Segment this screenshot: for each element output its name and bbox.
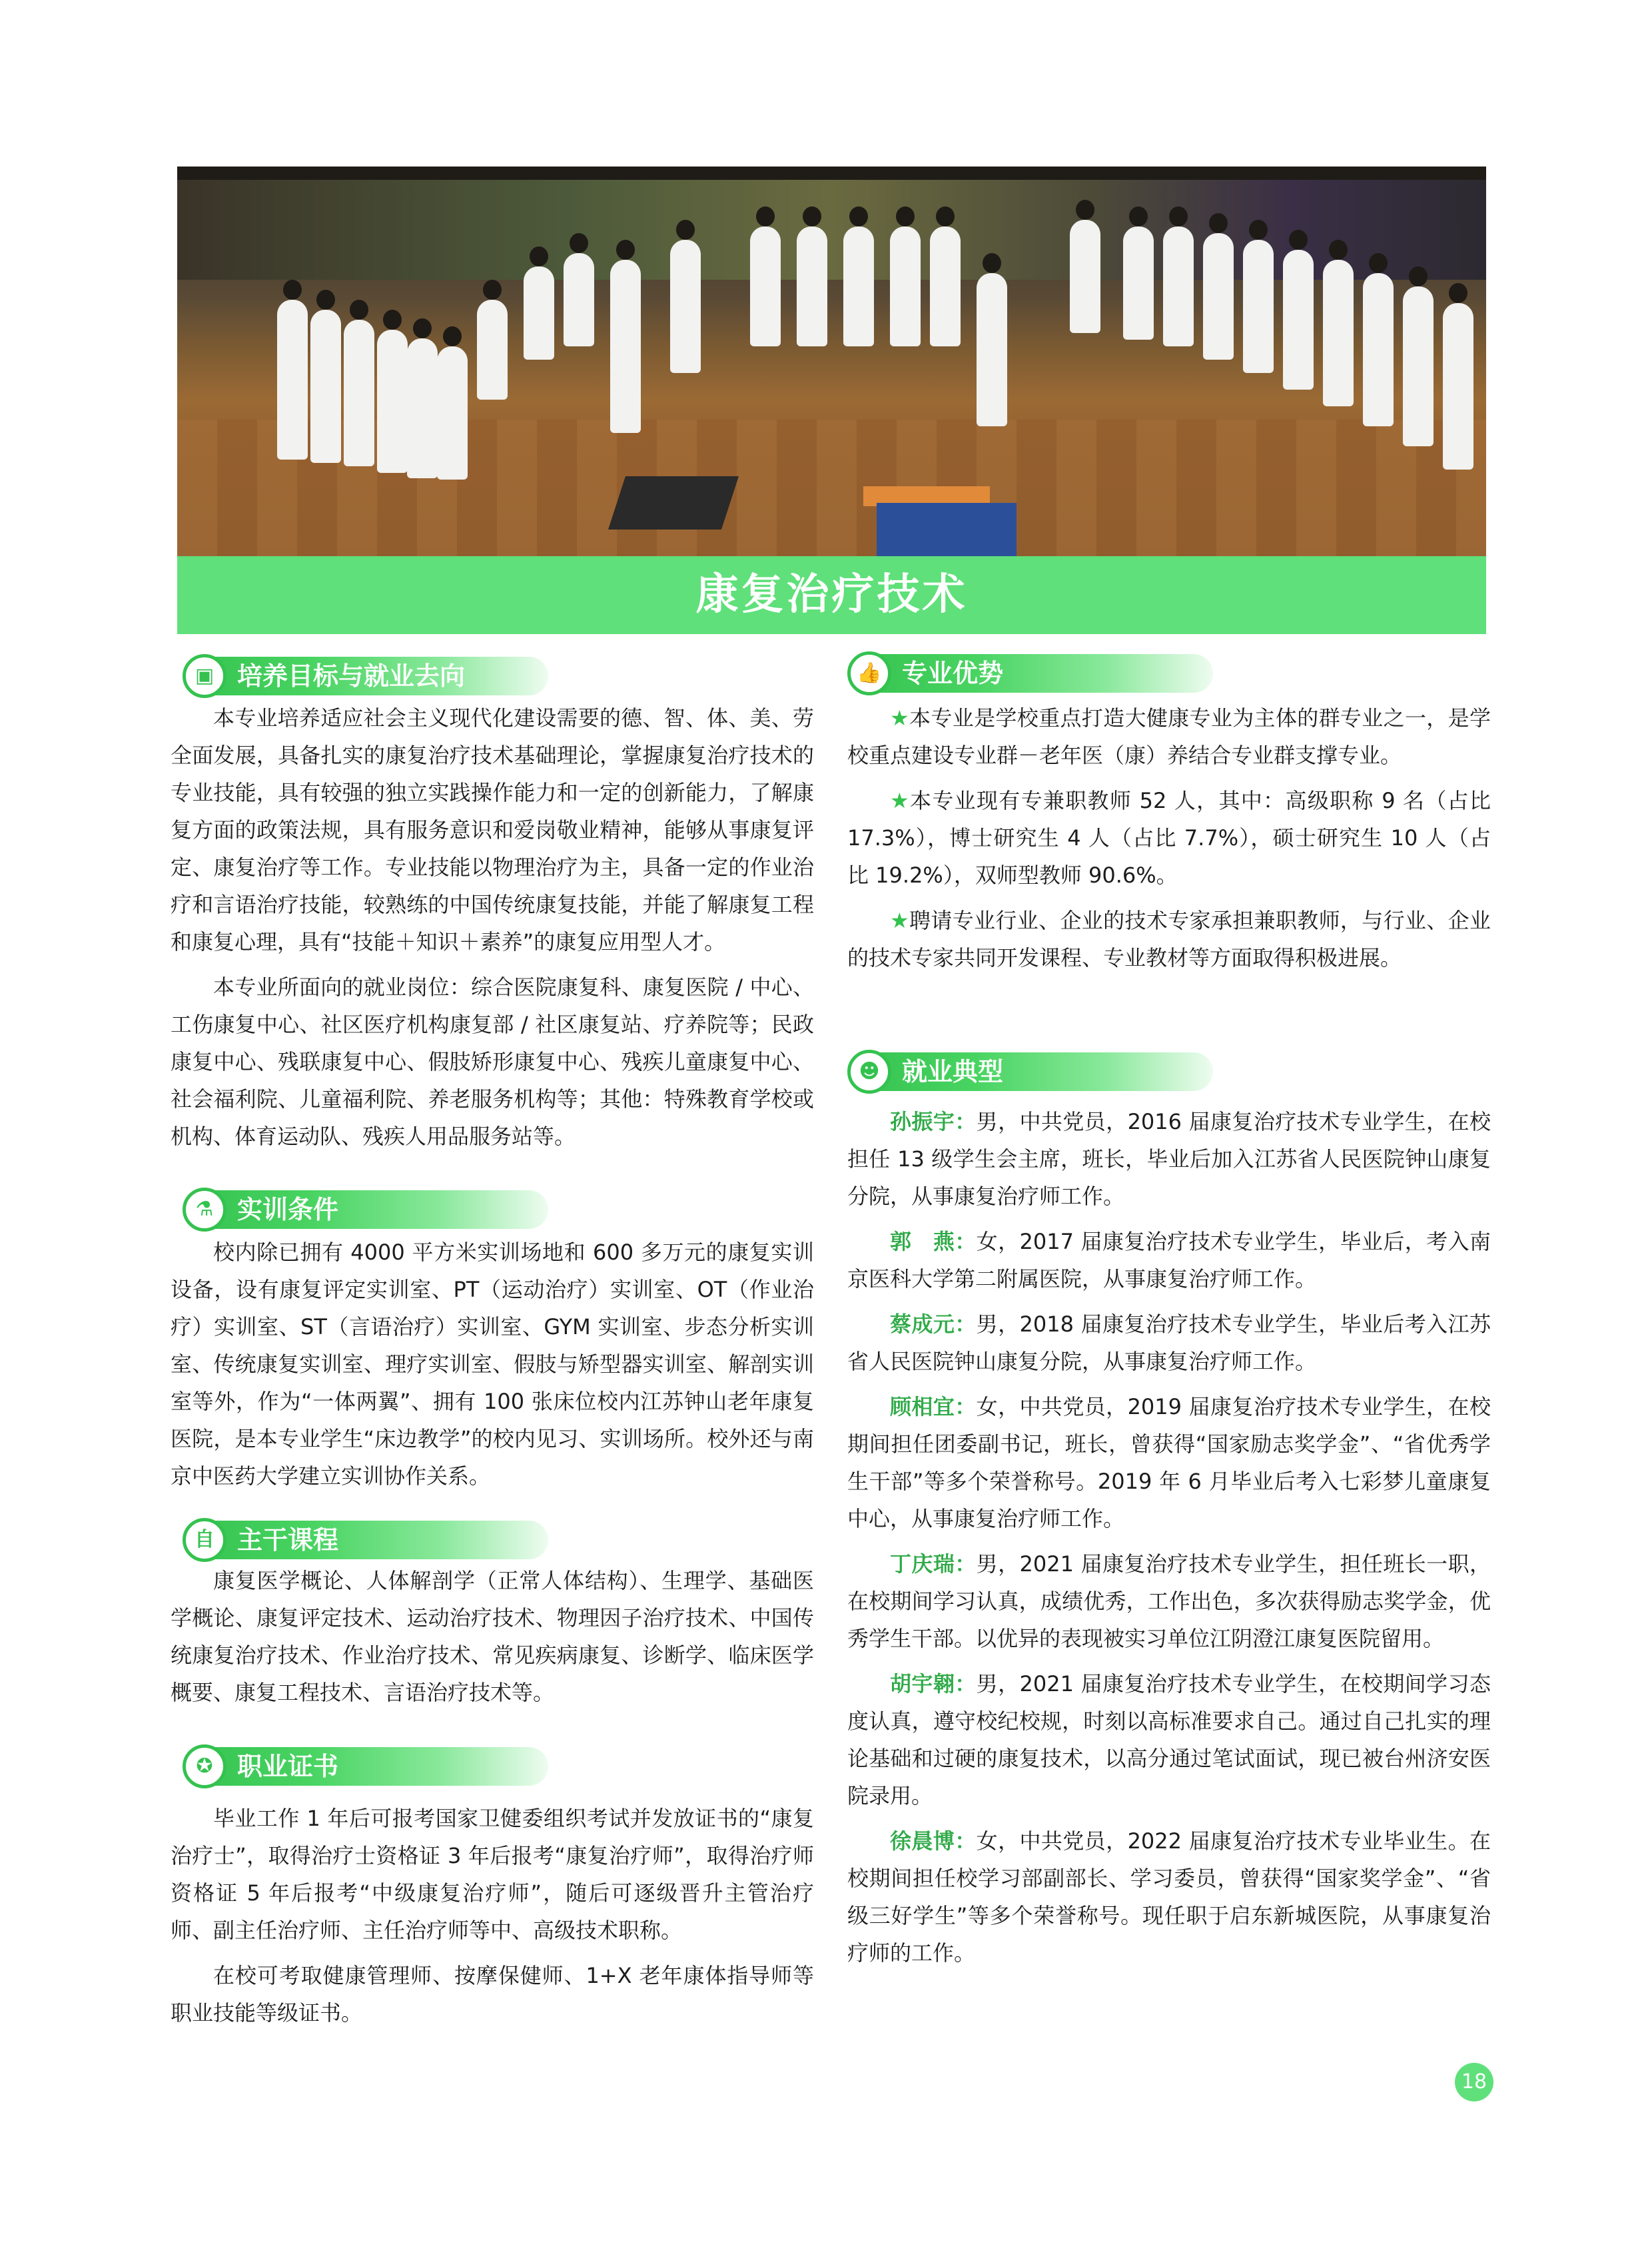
photo-person (890, 226, 921, 346)
photo-person (1163, 226, 1194, 346)
photo-person (344, 320, 374, 466)
graduate-name: 丁庆瑞： (890, 1551, 977, 1577)
photo-person (524, 266, 554, 360)
section-header-advantage (850, 654, 1213, 693)
photo-person (930, 226, 961, 346)
goal-paragraph: 本专业所面向的就业岗位：综合医院康复科、康复医院 / 中心、工伤康复中心、社区医疗机构康复部 / 社区康复站、疗养院等；民政康复中心、残联康复中心、假肢矫形康复中心、残疾儿童康复中心、社会福利院、儿童福利院、养老服务机构等；其他：特殊教育学校或机构、体育运动队、残疾人用品服务站等。 (171, 974, 814, 1149)
photo-person (437, 346, 468, 480)
photo-person (1403, 286, 1434, 446)
header-photo (177, 167, 1486, 556)
career-entry: 徐晨博：女，中共党员，2022 届康复治疗技术专业毕业生。在校期间担任校学习部副部长、学习委员，曾获得“国家奖学金”、“省级三好学生”等多个荣誉称号。现任职于启东新城医院，从事康复治疗师的工作。 (847, 1828, 1491, 1966)
section-body-career (847, 1103, 1491, 1980)
goal-paragraph: 本专业培养适应社会主义现代化建设需要的德、智、体、美、劳全面发展，具备扎实的康复治疗技术基础理论，掌握康复治疗技术的专业技能，具有较强的独立实践操作能力和一定的创新能力，了解康复方面的政策法规，具有服务意识和爱岗敬业精神，能够从事康复评定、康复治疗等工作。专业技能以物理治疗为主，具备一定的作业治疗和言语治疗技能，较熟练的中国传统康复技能，并能了解康复工程和康复心理，具有“技能＋知识＋素养”的康复应用型人才。 (171, 705, 814, 954)
advantage-item: ★聘请专业行业、企业的技术专家承担兼职教师，与行业、企业的技术专家共同开发课程、专业教材等方面取得积极进展。 (847, 908, 1491, 970)
photo-person (377, 330, 408, 473)
graduate-name: 蔡成元： (890, 1311, 977, 1337)
photo-person (750, 226, 781, 346)
advantage-item: ★本专业现有专兼职教师 52 人，其中：高级职称 9 名（占比 17.3%），博士研究生 4 人（占比 7.7%），硕士研究生 10 人（占比 19.2%），双师型教师 90.6%。 (847, 788, 1491, 888)
photo-person (310, 310, 341, 463)
photo-person (1323, 260, 1354, 406)
lab-equipment-icon: ⚗ (183, 1188, 226, 1232)
advantage-item: ★本专业是学校重点打造大健康专业为主体的群专业之一，是学校重点建设专业群－老年医（康）养结合专业群支撑专业。 (847, 705, 1491, 768)
section-title-cert: 职业证书 (237, 1752, 339, 1781)
photo-person (564, 253, 594, 346)
career-entry: 顾相宜：女，中共党员，2019 届康复治疗技术专业学生，在校期间担任团委副书记，班长，曾获得“国家励志奖学金”、“省优秀学生干部”等多个荣誉称号。2019 年 6 月毕业后考入七彩梦儿童康复中心，从事康复治疗师工作。 (847, 1394, 1491, 1531)
graduate-name: 孙振宇： (890, 1109, 977, 1134)
page-number: 18 (1455, 2063, 1493, 2101)
career-entry: 丁庆瑞：男，2021 届康复治疗技术专业学生，担任班长一职，在校期间学习认真，成绩优秀，工作出色，多次获得励志奖学金，优秀学生干部。以优异的表现被实习单位江阴澄江康复医院留用。 (847, 1551, 1491, 1651)
section-title-advantage: 专业优势 (902, 659, 1004, 688)
photo-person (670, 240, 701, 373)
section-title-career: 就业典型 (902, 1057, 1004, 1086)
photo-ceiling-stripe (177, 167, 1486, 180)
training-paragraph: 校内除已拥有 4000 平方米实训场地和 600 多万元的康复实训设备，设有康复评定实训室、PT（运动治疗）实训室、OT（作业治疗）实训室、ST（言语治疗）实训室、GYM 实训室、步态分析实训室、传统康复实训室、理疗实训室、假肢与矫型器实训室、解剖实训室等外，作为“一体两翼”、拥有 100 张床位校内江苏钟山老年康复医院，是本专业学生“床边教学”的校内见习、实训场所。校外还与南京中医药大学建立实训协作关系。 (171, 1240, 814, 1489)
title-banner (177, 556, 1486, 634)
section-title-training: 实训条件 (237, 1195, 339, 1224)
photo-person (277, 300, 308, 460)
photo-person (1203, 233, 1234, 360)
star-icon: ★ (890, 705, 910, 731)
career-entry: 胡宇翱：男，2021 届康复治疗技术专业学生，在校期间学习态度认真，遵守校纪校规，时刻以高标准要求自己。通过自己扎实的理论基础和过硬的康复技术，以高分通过笔试面试，现已被台州济安医院录用。 (847, 1671, 1491, 1808)
graduate-name: 郭 燕： (890, 1229, 977, 1254)
career-entry: 孙振宇：男，中共党员，2016 届康复治疗技术专业学生，在校担任 13 级学生会主席，班长，毕业后加入江苏省人民医院钟山康复分院，从事康复治疗师工作。 (847, 1109, 1491, 1209)
section-header-course (185, 1521, 548, 1559)
section-body-course (171, 1562, 814, 1719)
career-entry: 郭 燕：女，2017 届康复治疗技术专业学生，毕业后，考入南京医科大学第二附属医院，从事康复治疗师工作。 (847, 1229, 1491, 1292)
section-body-advantage (847, 699, 1491, 984)
section-header-training (185, 1190, 548, 1229)
photo-person (977, 273, 1007, 426)
section-body-training (171, 1234, 814, 1503)
photo-floor-mat-blue (877, 503, 1017, 556)
course-paragraph: 康复医学概论、人体解剖学（正常人体结构）、生理学、基础医学概论、康复评定技术、运动治疗技术、物理因子治疗技术、中国传统康复治疗技术、作业治疗技术、常见疾病康复、诊断学、临床医学概要、康复工程技术、言语治疗技术等。 (171, 1568, 814, 1705)
section-body-cert (171, 1800, 814, 2040)
section-title-course: 主干课程 (237, 1525, 339, 1555)
star-icon: ★ (890, 788, 911, 813)
page-title: 康复治疗技术 (695, 570, 968, 619)
graduate-name: 徐晨博： (890, 1828, 977, 1854)
photo-person (1070, 220, 1100, 333)
section-title-goal: 培养目标与就业去向 (237, 661, 466, 691)
photo-person (797, 226, 827, 346)
award-medal-icon: ✪ (183, 1744, 226, 1788)
star-icon: ★ (890, 908, 910, 933)
graduate-name: 胡宇翱： (890, 1671, 977, 1696)
section-header-career (850, 1052, 1213, 1091)
photo-floor-mat (608, 476, 739, 530)
photo-person (1123, 226, 1154, 340)
self-study-icon: 自 (183, 1518, 226, 1562)
career-entry: 蔡成元：男，2018 届康复治疗技术专业学生，毕业后考入江苏省人民医院钟山康复分院，从事康复治疗师工作。 (847, 1311, 1491, 1374)
photo-person (1243, 240, 1274, 373)
section-body-goal (171, 699, 814, 1163)
cert-paragraph: 毕业工作 1 年后可报考国家卫健委组织考试并发放证书的“康复治疗士”，取得治疗士资格证 3 年后报考“康复治疗师”，取得治疗师资格证 5 年后报考“中级康复治疗师”，随后可逐级晋升主管治疗师、副主任治疗师、主任治疗师等中、高级技术职称。 (171, 1806, 814, 1943)
photo-person (477, 300, 508, 400)
graduate-name: 顾相宜： (890, 1394, 977, 1419)
photo-person (1283, 250, 1314, 390)
section-header-goal (185, 657, 548, 695)
photo-person (843, 226, 874, 346)
section-header-cert (185, 1747, 548, 1786)
cert-paragraph: 在校可考取健康管理师、按摩保健师、1+X 老年康体指导师等职业技能等级证书。 (171, 1963, 814, 2026)
thumbs-up-icon: 👍 (847, 651, 891, 695)
presentation-board-icon: ▣ (183, 654, 226, 698)
photo-person (407, 338, 438, 478)
photo-person (610, 260, 641, 433)
photo-person (1443, 303, 1473, 470)
photo-person (1363, 273, 1394, 426)
person-icon: ☻ (847, 1050, 891, 1094)
